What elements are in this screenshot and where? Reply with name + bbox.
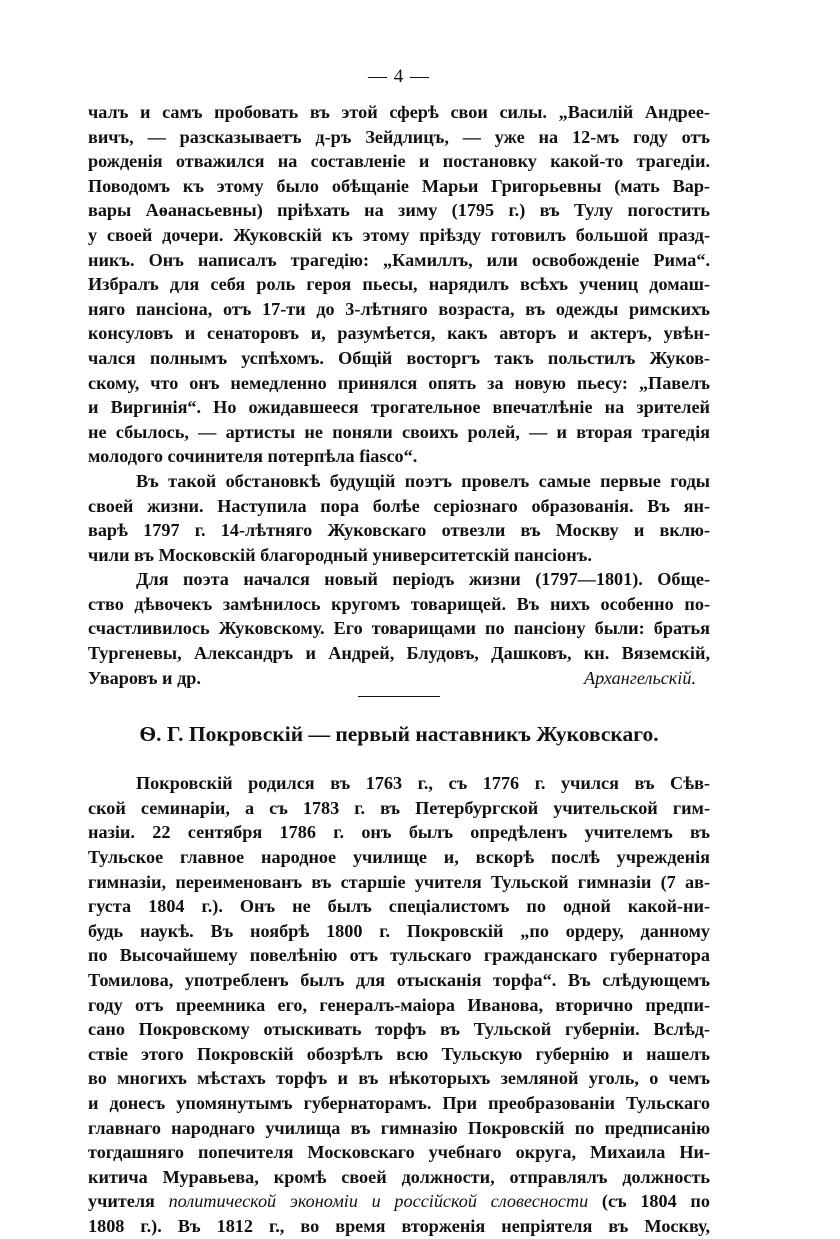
text-line: Покровскій родился въ 1763 г., съ 1776 г. учился въ Сѣв- — [136, 773, 710, 794]
text-line: варѣ 1797 г. 14-лѣтняго Жуковскаго отвезли въ Москву и вклю- — [88, 520, 710, 541]
text-line: чался полнымъ успѣхомъ. Общій восторгъ такъ польстилъ Жуков- — [88, 347, 710, 368]
text-line: ствіе этого Покровскій обозрѣлъ всю Тульскую губернію и нашелъ — [88, 1043, 710, 1064]
text-line: вары Аѳанасьевны) пріѣхать на зиму (1795 г.) въ Тулу погостить — [88, 200, 710, 221]
book-page — [88, 66, 710, 1239]
text-line: у своей дочери. Жуковскій къ этому пріѣзду готовилъ большой празд- — [88, 224, 710, 245]
paragraph-4 — [88, 771, 710, 1238]
text-line: няго пансіона, отъ 17-ти до 3-лѣтняго возраста, въ одежды римскихъ — [88, 298, 710, 319]
text-line: ской семинаріи, а съ 1783 г. въ Петербургской учительской гим- — [88, 797, 710, 818]
text-line: Тургеневы, Александръ и Андрей, Блудовъ, Дашковъ, кн. Вяземскій, — [88, 643, 710, 664]
text-line: густа 1804 г.). Онъ не былъ спеціалистомъ по одной какой-ни- — [88, 896, 710, 917]
author-signature: Архангельскій. — [584, 667, 696, 688]
page-number: — 4 — — [368, 66, 430, 87]
section-separator — [358, 696, 440, 697]
text-line: счастливилось Жуковскому. Его товарищами по пансіону были: братья — [88, 618, 710, 639]
text-line: Для поэта начался новый періодъ жизни (1797—1801). Обще- — [136, 569, 710, 590]
text-line: будь наукѣ. Въ ноябрѣ 1800 г. Покровскій „по ордеру, данному — [88, 920, 710, 941]
text-line: гимназіи, переименованъ въ старшіе учителя Тульской гимназіи (7 ав- — [88, 871, 710, 892]
text-line: ство дѣвочекъ замѣнилось кругомъ товарищей. Въ нихъ особенно по- — [88, 593, 710, 614]
text-line-with-signature — [88, 666, 710, 691]
text-line: вичъ, — разсказываетъ д-ръ Зейдлицъ, — уже на 12-мъ году отъ — [88, 126, 710, 147]
text-line: Поводомъ къ этому было обѣщаніе Марьи Григорьевны (мать Вар- — [88, 175, 710, 196]
text-line: Избралъ для себя роль героя пьесы, нарядилъ всѣхъ учениц домаш- — [88, 274, 710, 295]
paragraph-1 — [88, 100, 710, 469]
text-line: по Высочайшему повелѣнію отъ тульскаго гражданскаго губернатора — [88, 945, 710, 966]
text-line: сано Покровскому отыскивать торфъ въ Тульской губерніи. Вслѣд- — [88, 1019, 710, 1040]
text-line-italic-mix — [88, 1189, 710, 1214]
text-line: во многихъ мѣстахъ торфъ и въ нѣкоторыхъ земляной уголь, о чемъ — [88, 1068, 710, 1089]
text-line: рожденія отважился на составленіе и постановку какой-то трагедіи. — [88, 151, 710, 172]
text-fragment: Уваровъ и др. — [88, 667, 201, 688]
text-line: скому, что онъ немедленно принялся опять за новую пьесу: „Павелъ — [88, 372, 710, 393]
text-line: никъ. Онъ написалъ трагедію: „Камиллъ, или освобожденіе Рима“. — [88, 249, 710, 270]
text-line: назіи. 22 сентября 1786 г. онъ былъ опредѣленъ учителемъ въ — [88, 822, 710, 843]
text-line: тогдашняго попечителя Московскаго учебнаго округа, Михаила Ни- — [88, 1142, 710, 1163]
text-line: Томилова, употребленъ былъ для отысканія торфа“. Въ слѣдующемъ — [88, 970, 710, 990]
text-line: году отъ преемника его, генералъ-маіора Иванова, вторично предпи- — [88, 994, 710, 1015]
paragraph-2 — [88, 469, 710, 567]
text-line: главнаго народнаго училища въ гимназію Покровскій по предписанію — [88, 1117, 710, 1138]
paragraph-3 — [88, 567, 710, 690]
section-heading: Ѳ. Г. Покровскій — первый наставникъ Жуковскаго. — [139, 722, 659, 747]
italic-subjects: политической экономіи и россійской словесности — [168, 1191, 589, 1212]
text-line: китича Муравьева, кромѣ своей должности, отправлялъ должность — [88, 1166, 710, 1187]
text-line: Тульское главное народное училище и, вскорѣ послѣ учрежденія — [88, 847, 710, 868]
text-fragment: (съ 1804 по — [588, 1191, 710, 1212]
text-line: 1808 г.). Въ 1812 г., во время вторженія непріятеля въ Москву, — [88, 1215, 710, 1236]
text-line: Въ такой обстановкѣ будущій поэтъ провелъ самые первые годы — [136, 470, 710, 491]
text-line: и Виргинія“. Но ожидавшееся трогательное впечатлѣніе на зрителей — [88, 397, 710, 418]
text-line: не сбылось, — артисты не поняли своихъ ролей, — и вторая трагедія — [88, 421, 710, 442]
text-fragment: учителя — [88, 1191, 169, 1212]
text-line: чалъ и самъ пробовать въ этой сферѣ свои силы. „Василій Андрее- — [88, 102, 710, 122]
text-line: своей жизни. Наступила пора болѣе серіознаго образованія. Въ ян- — [88, 495, 710, 516]
text-line: молодого сочинителя потерпѣла fiasco“. — [88, 446, 418, 467]
text-line: и донесъ упомянутымъ губернаторамъ. При преобразованіи Тульскаго — [88, 1092, 710, 1113]
text-line: консуловъ и сенаторовъ и, разумѣется, какъ авторъ и актеръ, увѣн- — [88, 323, 710, 344]
text-line: чили въ Московскій благородный университетскій пансіонъ. — [88, 544, 592, 565]
